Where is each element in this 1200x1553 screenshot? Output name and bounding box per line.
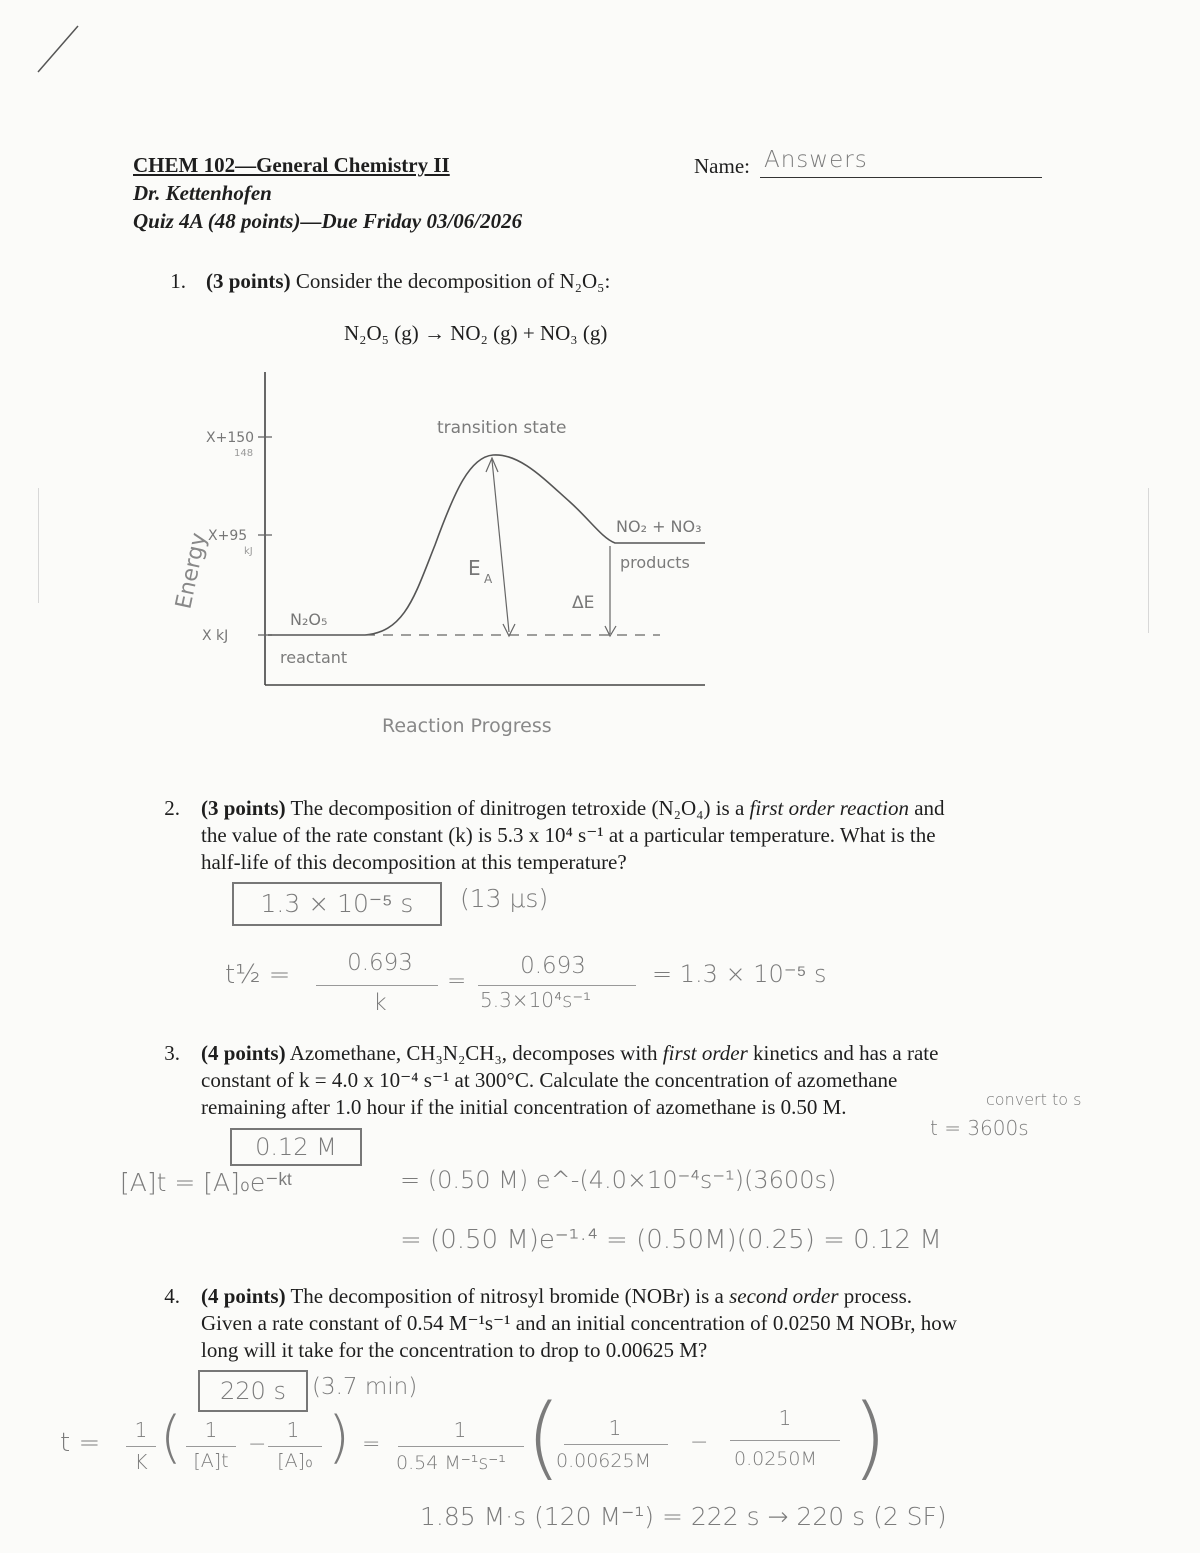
q3-line1 — [201, 1040, 938, 1067]
q2-answer-alt: (13 μs) — [460, 884, 549, 913]
q2-frac2-bar — [478, 985, 636, 986]
q4-big-paren-open: ( — [526, 1385, 562, 1490]
q1-points: (3 points) — [206, 269, 291, 293]
q4-frac3-num: 1 — [608, 1416, 622, 1440]
energy-diagram — [150, 360, 770, 750]
q4-inner2-bar — [268, 1446, 322, 1447]
q3-work2: = (0.50 M)e⁻¹·⁴ = (0.50M)(0.25) = 0.12 M — [400, 1225, 942, 1255]
ea-label: E — [468, 556, 481, 580]
energy-curve — [268, 455, 705, 635]
q2-emphasis: first order reaction — [749, 796, 909, 820]
ea-sublabel: A — [484, 572, 493, 586]
q2-frac2-den: 5.3×10⁴s⁻¹ — [480, 988, 592, 1012]
y-axis-label: Energy — [171, 530, 212, 612]
q2-frac1-bar — [316, 985, 438, 986]
q2-text-b: and — [908, 796, 945, 820]
q4-inner2-num: 1 — [286, 1418, 300, 1442]
q4-answer-box: 220 s — [198, 1370, 308, 1412]
q3-work1-rhs: = (0.50 M) e^-(4.0×10⁻⁴s⁻¹)(3600s) — [400, 1166, 837, 1194]
q3-points: (4 points) — [201, 1041, 286, 1065]
q4-line1 — [201, 1283, 912, 1310]
name-label: Name: — [694, 154, 750, 178]
q1-prompt: Consider the decomposition of N₂O₅: — [290, 269, 611, 293]
q2-points: (3 points) — [201, 796, 286, 820]
q2-frac2-num: 0.693 — [520, 953, 586, 979]
tick-top-label: X+150 — [206, 430, 255, 446]
q4-one-k-num: 1 — [134, 1418, 148, 1442]
x-axis-label: Reaction Progress — [382, 715, 552, 737]
q4-big-paren-close: ) — [852, 1385, 888, 1490]
q4-inner-minus: − — [248, 1432, 267, 1457]
q2-number: 2. — [164, 796, 180, 820]
q2-line1 — [201, 795, 945, 822]
q4-inner2-den: [A]₀ — [277, 1450, 313, 1472]
name-line — [760, 177, 1042, 178]
q4-frac4-bar — [730, 1440, 840, 1441]
q2-result: = 1.3 × 10⁻⁵ s — [652, 960, 827, 988]
course-title: CHEM 102—General Chemistry II — [133, 153, 450, 177]
q4-eq: = — [362, 1432, 381, 1457]
q4-paren-open: ( — [160, 1405, 182, 1470]
q4-paren-close: ) — [328, 1405, 350, 1470]
q3-text-a: Azomethane, CH₃N₂CH₃, decomposes with — [285, 1041, 663, 1065]
q3-emphasis: first order — [662, 1041, 748, 1065]
q4-frac-den: 0.54 M⁻¹s⁻¹ — [396, 1452, 506, 1474]
delta-e-label: ΔE — [572, 593, 595, 613]
tick-mid-label: X+95 — [208, 528, 248, 544]
q3-answer-box: 0.12 M — [230, 1128, 362, 1166]
q3-side-time: t = 3600s — [930, 1116, 1029, 1140]
q1-text — [206, 268, 610, 295]
tick-top-sublabel: 148 — [234, 448, 254, 459]
scan-mark-left — [38, 488, 39, 603]
quiz-title: Quiz 4A (48 points)—Due Friday 03/06/2026 — [133, 209, 523, 233]
q4-line3: long will it take for the concentration to drop to 0.00625 M? — [201, 1338, 708, 1362]
product-formula: NO₂ + NO₃ — [616, 517, 702, 536]
q3-text-b: kinetics and has a rate — [747, 1041, 939, 1065]
q2-answer-box: 1.3 × 10⁻⁵ s — [232, 882, 442, 926]
corner-pen-mark — [30, 20, 90, 80]
ea-arrow — [492, 460, 509, 632]
q4-work-line2: 1.85 M·s (120 M⁻¹) = 222 s → 220 s (2 SF) — [420, 1502, 947, 1531]
name-value: Answers — [764, 147, 868, 173]
q4-line2: Given a rate constant of 0.54 M⁻¹s⁻¹ and an initial concentration of 0.0250 M NOBr, how — [201, 1311, 957, 1335]
q4-frac-num: 1 — [453, 1418, 467, 1442]
q2-line3: half-life of this decomposition at this temperature? — [201, 850, 627, 874]
q4-frac4-num: 1 — [778, 1406, 792, 1430]
q4-answer-alt: (3.7 min) — [312, 1374, 418, 1400]
q4-points: (4 points) — [201, 1284, 286, 1308]
q3-line2: constant of k = 4.0 x 10⁻⁴ s⁻¹ at 300°C. Calculate the concentration of azomethane — [201, 1068, 898, 1092]
tick-mid-sublabel: kJ — [244, 546, 253, 557]
reactant-formula: N₂O₅ — [290, 610, 328, 629]
q4-inner1-bar — [186, 1446, 236, 1447]
q1-equation: N₂O₅ (g) → NO₂ (g) + NO₃ (g) — [344, 321, 608, 345]
q4-frac-minus: − — [690, 1430, 709, 1455]
q3-line3: remaining after 1.0 hour if the initial concentration of azomethane is 0.50 M. — [201, 1095, 847, 1119]
q4-number: 4. — [164, 1284, 180, 1308]
tick-low-label: X kJ — [202, 628, 229, 644]
q2-eq: = — [447, 968, 467, 994]
q2-line2: the value of the rate constant (k) is 5.3 x 10⁴ s⁻¹ at a particular temperature. What is the — [201, 823, 936, 847]
reactant-label: reactant — [280, 648, 348, 667]
q3-number: 3. — [164, 1041, 180, 1065]
q4-work-t: t = — [60, 1428, 101, 1458]
product-label: products — [620, 553, 690, 572]
q4-emphasis: second order — [729, 1284, 839, 1308]
transition-state-label: transition state — [437, 418, 567, 438]
q2-text-a: The decomposition of dinitrogen tetroxide (N₂O₄) is a — [285, 796, 750, 820]
q2-frac1-num: 0.693 — [347, 950, 413, 976]
q3-work1-lhs: [A]t = [A]₀e⁻ᵏᵗ — [120, 1168, 293, 1197]
q4-frac3-bar — [564, 1444, 668, 1445]
q1-number: 1. — [170, 269, 186, 293]
q4-text-a: The decomposition of nitrosyl bromide (NOBr) is a — [285, 1284, 730, 1308]
q4-one-k-den: K — [134, 1450, 148, 1474]
q2-frac1-den: k — [373, 990, 387, 1016]
q4-text-b: process. — [838, 1284, 913, 1308]
q4-one-k-bar — [126, 1446, 156, 1447]
q3-side-note: convert to s — [986, 1090, 1082, 1109]
q4-inner1-den: [A]t — [193, 1450, 229, 1472]
scan-mark-right — [1148, 488, 1149, 633]
q4-inner1-num: 1 — [204, 1418, 218, 1442]
q4-frac3-den: 0.00625M — [556, 1450, 651, 1472]
q4-frac4-den: 0.0250M — [734, 1448, 817, 1470]
instructor-name: Dr. Kettenhofen — [133, 181, 272, 205]
q4-frac-bar — [398, 1446, 524, 1447]
q2-work-lhs: t½ = — [225, 960, 291, 990]
